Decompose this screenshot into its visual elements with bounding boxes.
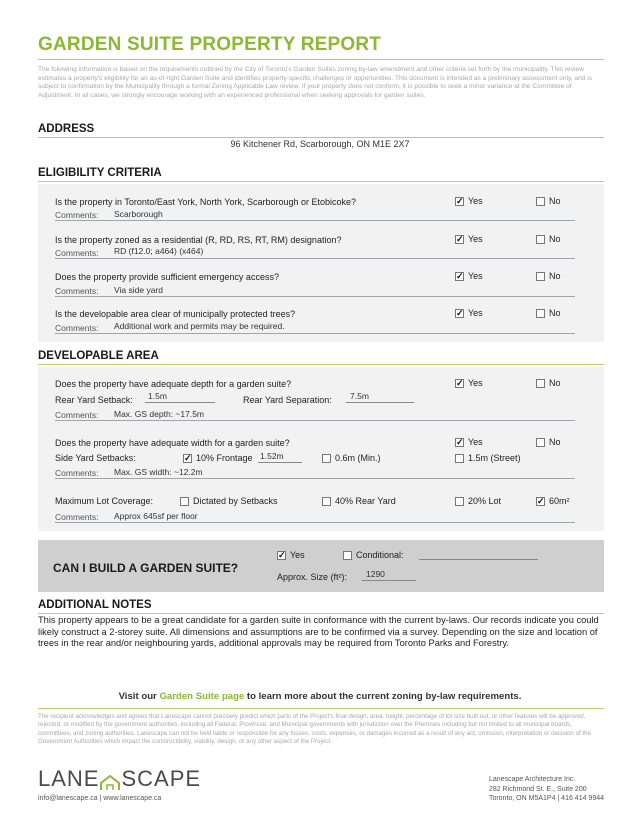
comment-underline xyxy=(55,333,575,334)
company-address xyxy=(489,775,604,804)
address-value: 96 Kitchener Rd, Scarborough, ON M1E 2X7 xyxy=(230,139,410,149)
depth-question: Does the property have adequate depth for a garden suite? xyxy=(55,379,292,389)
eligibility-question-1: Is the property in Toronto/East York, North York, Scarborough or Etobicoke? xyxy=(55,197,357,207)
width-question: Does the property have adequate width for a garden suite? xyxy=(55,438,290,448)
checkbox-checked-icon[interactable]: ✓ xyxy=(456,195,464,206)
address-divider xyxy=(38,137,604,138)
rear-separation-underline xyxy=(346,402,414,403)
intro-paragraph: The following information is based on the requirements outlined by the City of Toronto's Garden Suites zoning by-law amendment and other criteria set forth by the municipality. This review estimates a property's eligibility for an as-of-right Garden Suite and identifies property-specific challenges or opportunities. This document is intended as a preliminary assessment only, and is subject to confirmation by the Municipality through a formal Zoning Applicable Law review. If your property does not conform, it is possible to seek a minor variance at the Committee of Adjustment. In all cases, we strongly encourage working with an experienced professional when seeking approvals for garden suites. xyxy=(38,66,593,99)
frontage-value[interactable]: 1.52m xyxy=(260,451,284,461)
logo-text-lane: LANE xyxy=(38,766,100,791)
street-option[interactable]: 1.5m (Street) xyxy=(455,453,521,463)
rear-separation-value[interactable]: 7.5m xyxy=(350,391,369,401)
side-setbacks-label: Side Yard Setbacks: xyxy=(55,453,136,463)
page-title: GARDEN SUITE PROPERTY REPORT xyxy=(38,34,382,55)
checkbox-icon[interactable] xyxy=(455,497,464,506)
company-street: 282 Richmond St. E., Suite 200 xyxy=(488,785,587,793)
checkbox-icon[interactable] xyxy=(322,454,331,463)
can-build-conditional-option[interactable]: Conditional: xyxy=(343,550,404,560)
developable-panel xyxy=(38,367,604,531)
comment-underline xyxy=(55,478,575,479)
checkbox-checked-icon[interactable]: ✓ xyxy=(456,307,464,318)
depth-comment[interactable]: Max. GS depth: ~17.5m xyxy=(114,409,205,419)
garden-suite-page-link[interactable]: Garden Suite page xyxy=(159,691,245,702)
checkbox-checked-icon[interactable]: ✓ xyxy=(184,452,192,463)
can-build-title: CAN I BUILD A GARDEN SUITE? xyxy=(53,561,239,575)
lanescape-logo xyxy=(38,766,201,792)
eligibility-4-yes-option[interactable]: ✓ Yes xyxy=(456,307,483,318)
notes-text: This property appears to be a great candidate for a garden suite in conformance with the current by-laws. Our records indicate you could likely construct a 2-storey suite. All dimensions and assumptions are to be confirmed via a survey. Depending on the size and location of trees in the rear and/or neighbouring yards, additional approvals may be required from Toronto Parks and Forestry. xyxy=(38,615,599,649)
comments-label: Comments: xyxy=(55,512,99,522)
contact-info[interactable]: info@lanescape.ca | www.lanescape.ca xyxy=(38,795,162,802)
title-divider xyxy=(38,59,604,60)
comments-label: Comments: xyxy=(55,210,99,220)
eligibility-2-no-option[interactable]: No xyxy=(536,234,561,244)
visit-suffix: to learn more about the current zoning by-law requirements. xyxy=(244,691,522,702)
comments-label: Comments: xyxy=(55,286,99,296)
rear-setback-underline xyxy=(145,402,215,403)
lot-coverage-label: Maximum Lot Coverage: xyxy=(55,496,154,506)
notes-heading: ADDITIONAL NOTES xyxy=(38,599,152,611)
checkbox-icon[interactable] xyxy=(536,235,545,244)
frontage-underline xyxy=(258,462,302,463)
checkbox-icon[interactable] xyxy=(322,497,331,506)
checkbox-icon[interactable] xyxy=(536,197,545,206)
comment-underline xyxy=(55,220,575,221)
conditional-underline xyxy=(419,559,538,560)
comments-label: Comments: xyxy=(55,468,99,478)
comments-label: Comments: xyxy=(55,410,99,420)
rear-setback-value[interactable]: 1.5m xyxy=(148,391,167,401)
frontage-option[interactable]: ✓ 10% Frontage xyxy=(184,452,253,463)
company-city-phone: Toronto, ON M5A1P4 | 416 414 9944 xyxy=(488,795,604,802)
eligibility-2-yes-option[interactable]: ✓ Yes xyxy=(456,233,483,244)
eligibility-question-3: Does the property provide sufficient emergency access? xyxy=(55,272,279,282)
width-comment[interactable]: Max. GS width: ~12.2m xyxy=(114,467,203,477)
logo-text-scape: SCAPE xyxy=(121,766,202,791)
eligibility-3-no-option[interactable]: No xyxy=(536,271,561,281)
eligibility-1-no-option[interactable]: No xyxy=(536,196,561,206)
can-build-yes-option[interactable]: ✓ Yes xyxy=(278,549,305,560)
checkbox-checked-icon[interactable]: ✓ xyxy=(456,377,464,388)
checkbox-checked-icon[interactable]: ✓ xyxy=(456,270,464,281)
visit-line xyxy=(0,691,640,702)
comment-underline xyxy=(55,296,575,297)
checkbox-checked-icon[interactable]: ✓ xyxy=(537,495,545,506)
rear-separation-label: Rear Yard Separation: xyxy=(243,395,332,405)
checkbox-icon[interactable] xyxy=(455,454,464,463)
comment-underline xyxy=(55,522,575,523)
house-icon xyxy=(100,771,120,787)
coverage-setbacks-option[interactable]: Dictated by Setbacks xyxy=(180,496,278,506)
checkbox-icon[interactable] xyxy=(536,379,545,388)
eligibility-1-yes-option[interactable]: ✓ Yes xyxy=(456,195,483,206)
approx-size-underline xyxy=(362,580,416,581)
checkbox-checked-icon[interactable]: ✓ xyxy=(278,549,286,560)
address-heading: ADDRESS xyxy=(38,123,95,135)
eligibility-3-comment[interactable]: Via side yard xyxy=(114,285,163,295)
min-option[interactable]: 0.6m (Min.) xyxy=(322,453,381,463)
eligibility-2-comment[interactable]: RD (f12.0; a464) (x464) xyxy=(114,246,204,256)
developable-heading: DEVELOPABLE AREA xyxy=(38,350,159,362)
eligibility-4-no-option[interactable]: No xyxy=(536,308,561,318)
coverage-rear-option[interactable]: 40% Rear Yard xyxy=(322,496,396,506)
checkbox-checked-icon[interactable]: ✓ xyxy=(456,233,464,244)
comment-underline xyxy=(55,258,575,259)
comment-underline xyxy=(55,420,575,421)
visit-prefix: Visit our xyxy=(118,691,160,702)
checkbox-checked-icon[interactable]: ✓ xyxy=(456,436,464,447)
checkbox-icon[interactable] xyxy=(536,272,545,281)
eligibility-3-yes-option[interactable]: ✓ Yes xyxy=(456,270,483,281)
eligibility-1-comment[interactable]: Scarborough xyxy=(114,209,163,219)
coverage-60-option[interactable]: ✓ 60m² xyxy=(537,495,570,506)
company-name: Lanescape Architecture Inc. xyxy=(488,776,576,783)
checkbox-icon[interactable] xyxy=(536,438,545,447)
rear-setback-label: Rear Yard Setback: xyxy=(55,395,133,405)
eligibility-heading: ELIGIBILITY CRITERIA xyxy=(38,167,162,179)
eligibility-4-comment[interactable]: Additional work and permits may be required. xyxy=(114,321,285,331)
checkbox-icon[interactable] xyxy=(536,309,545,318)
width-yes-option[interactable]: ✓ Yes xyxy=(456,436,483,447)
eligibility-question-2: Is the property zoned as a residential (R, RD, RS, RT, RM) designation? xyxy=(55,235,342,245)
disclaimer-text: The recipient acknowledges and agrees that Lanescape cannot precisely predict which parts of the Project's final design, area, height, percentage of lot size built out, or other features will be approved, rejected, or modified by the government authorities, including all Federal, Provincial, and Municipal governments with jurisdiction over the Premises including but not limited to all municipal boards, committees, and zoning authorities. Lanescape can not be held liable or responsible for any losses, costs, expenses, or damages incurred as a result of any act, omission, interpretation or decision of the Government Authorities which impact the constructibility, viability, design, or any other aspect of the Project. xyxy=(38,713,592,745)
width-no-option[interactable]: No xyxy=(536,437,561,447)
approx-size-value[interactable]: 1290 xyxy=(366,569,385,579)
depth-yes-option[interactable]: ✓ Yes xyxy=(456,377,483,388)
coverage-comment[interactable]: Approx 645sf per floor xyxy=(114,511,198,521)
developable-divider xyxy=(38,364,604,365)
eligibility-divider xyxy=(38,181,604,182)
visit-divider xyxy=(38,708,604,709)
depth-no-option[interactable]: No xyxy=(536,378,561,388)
coverage-lot-option[interactable]: 20% Lot xyxy=(455,496,501,506)
notes-divider xyxy=(38,613,604,614)
checkbox-icon[interactable] xyxy=(180,497,189,506)
eligibility-question-4: Is the developable area clear of municipally protected trees? xyxy=(55,309,296,319)
comments-label: Comments: xyxy=(55,323,99,333)
comments-label: Comments: xyxy=(55,248,99,258)
approx-size-label: Approx. Size (ft²): xyxy=(277,572,348,582)
checkbox-icon[interactable] xyxy=(343,551,352,560)
